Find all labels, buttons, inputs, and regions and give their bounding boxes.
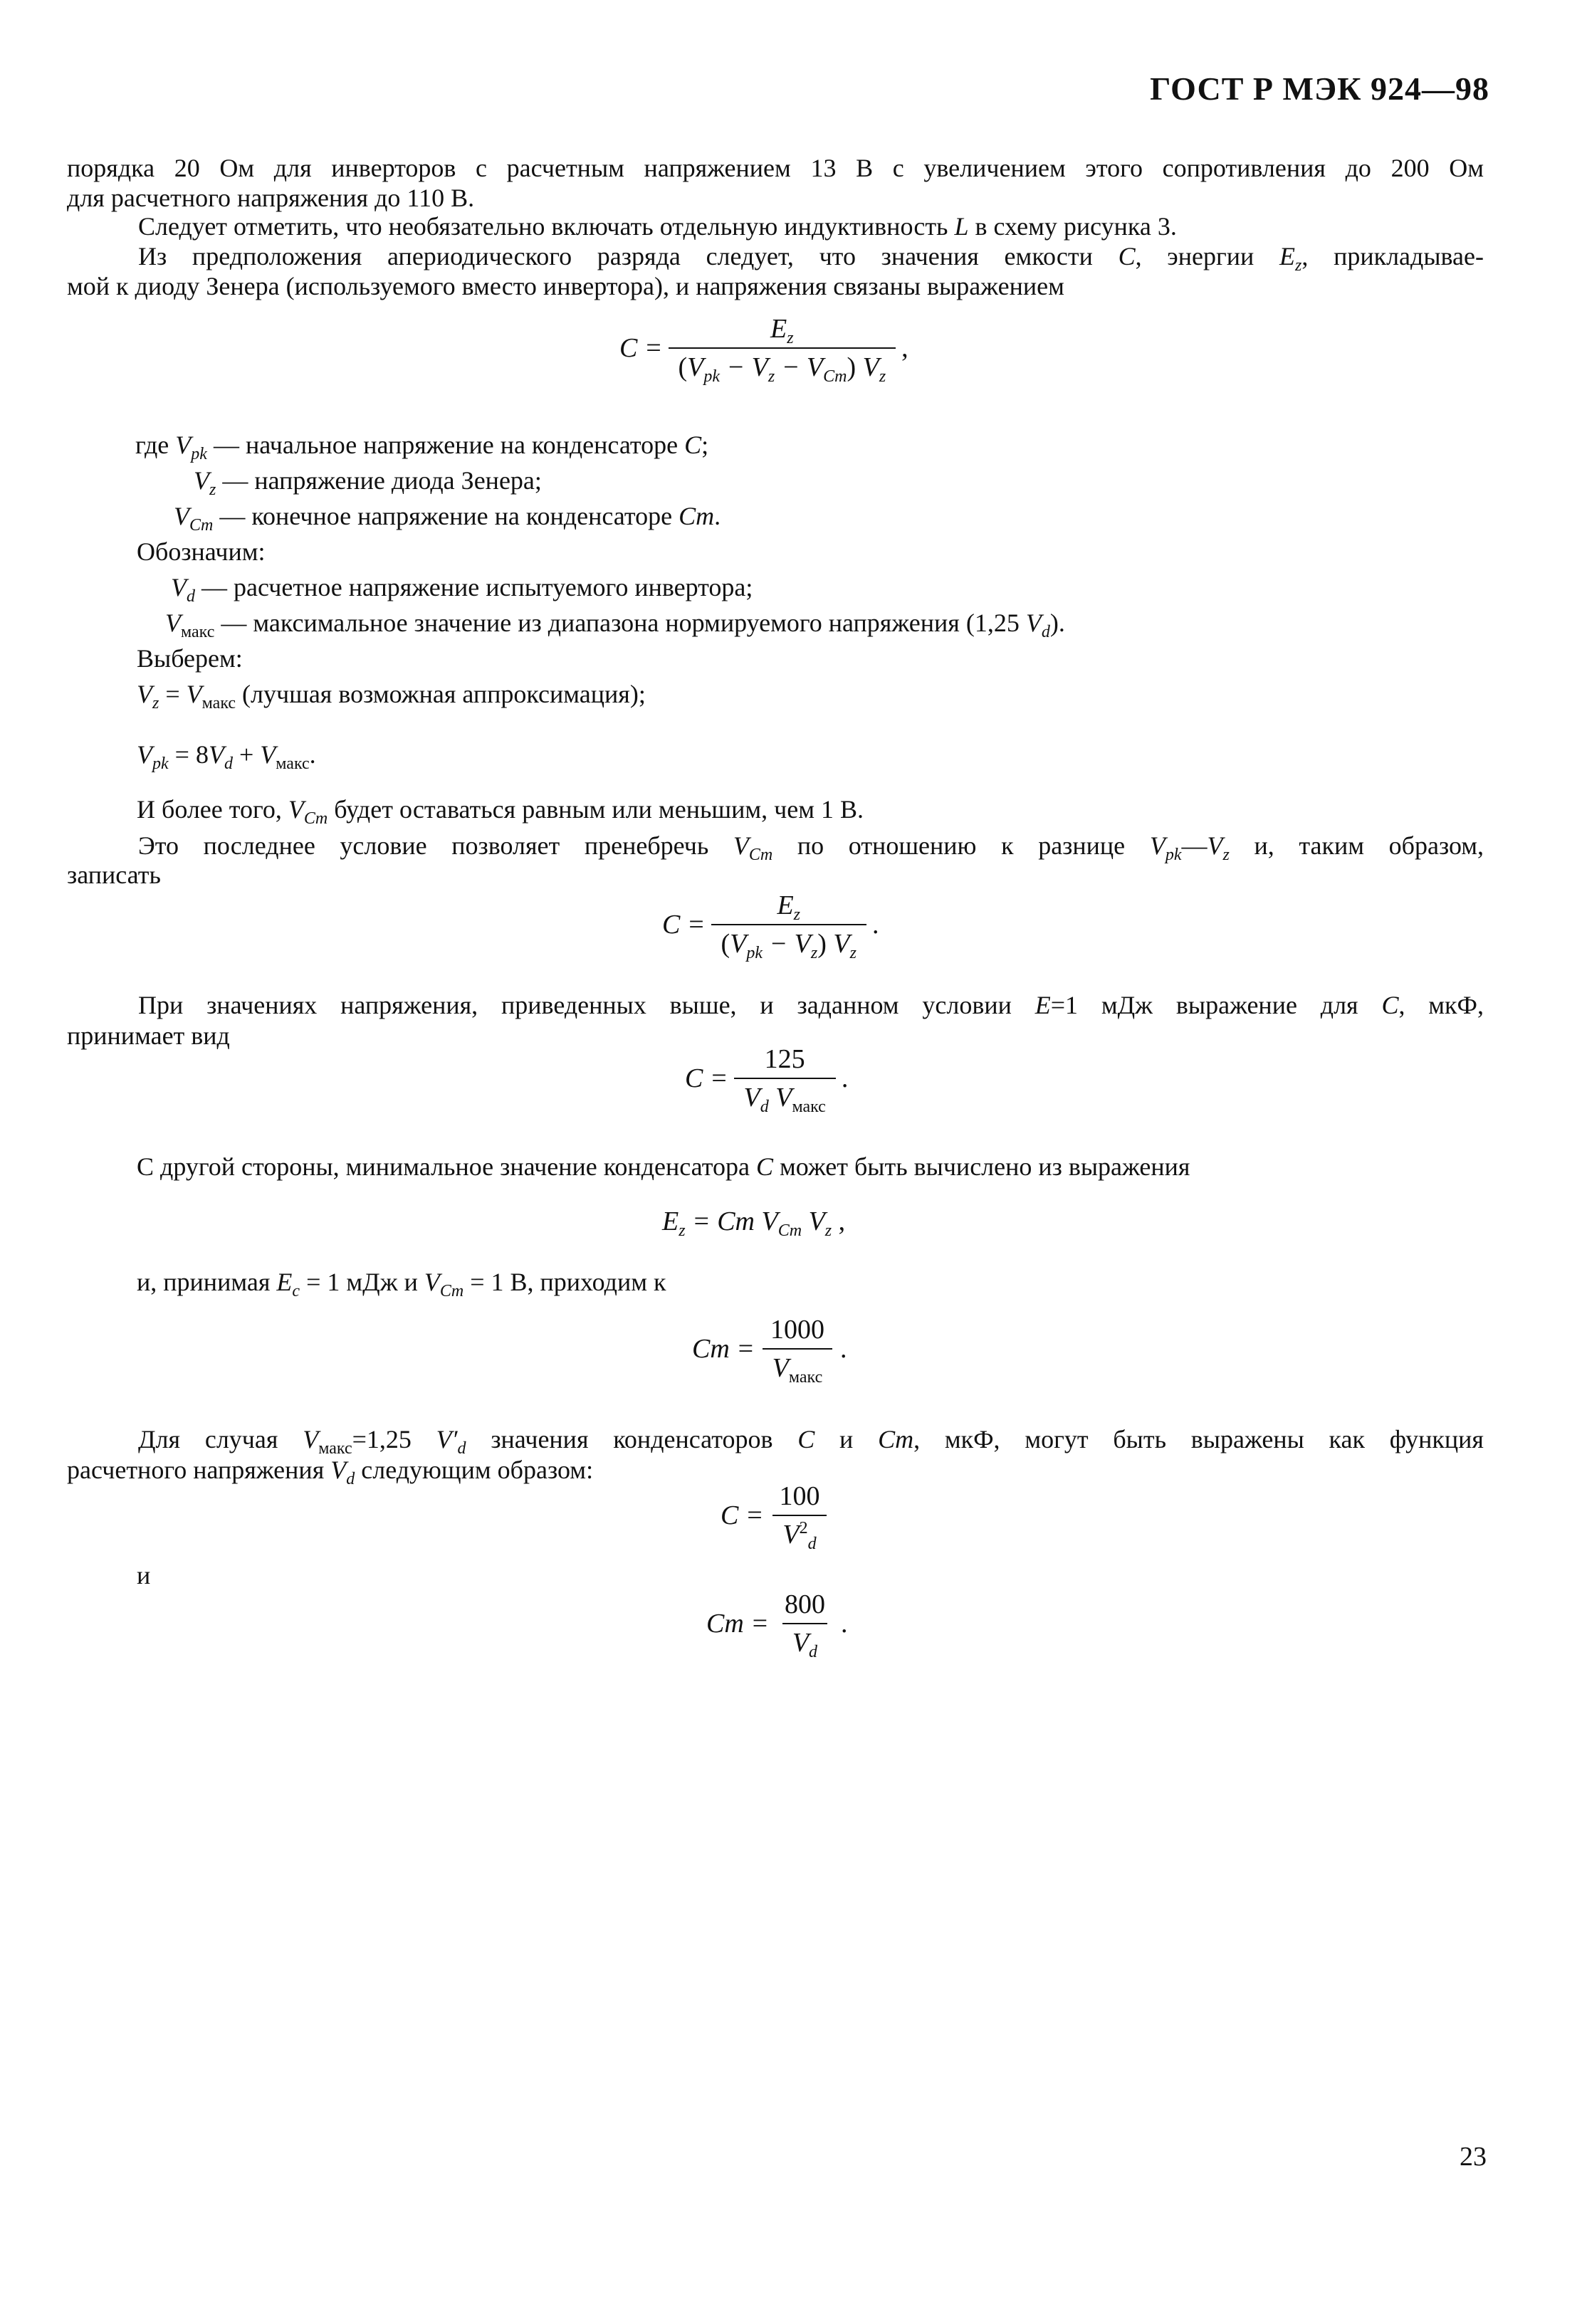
and-label: и — [137, 1561, 151, 1589]
definition-2: $V_z$ — напряжение диода Зенера; — [194, 466, 542, 499]
definition-1: где $V_{pk}$ — начальное напряжение на конденсаторе C; — [135, 431, 709, 463]
condition-line-end: записать — [67, 861, 161, 889]
case-line-end: расчетного напряжения $V_d$ следующим образом: — [67, 1456, 594, 1488]
paragraph-3-end: мой к диоду Зенера (используемого вместо инвертора), и напряжения связаны выражением — [67, 272, 1064, 300]
equation-5: Cm = $\frac{1000}{V_{макс}}$ . — [692, 1315, 847, 1387]
paragraph-2: Следует отметить, что необязательно включать отдельную индуктивность L в схему рисунка 3. — [138, 212, 1177, 241]
document-header: ГОСТ Р МЭК 924—98 — [1150, 70, 1489, 107]
equation-7: Cm = $\frac{800}{V_d}$ . — [706, 1589, 848, 1661]
page-number: 23 — [1460, 2142, 1487, 2172]
given-line: При значениях напряжения, приведенных выше, и заданном условии E=1 мДж выражение для C, мкФ, — [138, 991, 1484, 1019]
definition-3: $V_{Cm}$ — конечное напряжение на конденсаторе Cm. — [174, 502, 721, 535]
definition-5: $V_{макс}$ — максимальное значение из диапазона нормируемого напряжения (1,25 $V_d$). — [165, 609, 1065, 641]
taking-line: и, принимая $E_c = 1$ мДж и $V_{Cm} = 1$ В, приходим к — [137, 1268, 666, 1300]
equation-4: $E_z = Cm$ $V_{Cm}$ $V_z$ , — [662, 1206, 846, 1240]
choice-2: $V_{pk} = 8V_d + V_{макс}$. — [137, 740, 316, 773]
equation-2: C = $\frac{E_z}{(V_{pk} - V_z) V_z}$ . — [662, 890, 879, 962]
other-side-line: С другой стороны, минимальное значение конденсатора C может быть вычислено из выражения — [137, 1152, 1190, 1181]
case-line: Для случая $V_{макс}=1,25$ $V'_d$ значения конденсаторов C и Cm, мкФ, могут быть выражены как функция — [138, 1425, 1484, 1458]
moreover-line: И более того, $V_{Cm}$ будет оставаться равным или меньшим, чем 1 В. — [137, 795, 864, 828]
definition-4: $V_d$ — расчетное напряжение испытуемого инвертора; — [171, 573, 753, 606]
equation-3: C = $\frac{125}{V_d V_{макс}}$ . — [685, 1044, 849, 1116]
choose-label: Выберем: — [137, 644, 243, 673]
paragraph-1: порядка 20 Ом для инверторов с расчетным напряжением 13 В с увеличением этого сопротивления до 200 Ом — [67, 154, 1484, 182]
paragraph-1-end: для расчетного напряжения до 110 В. — [67, 184, 475, 212]
designate-label: Обозначим: — [137, 537, 266, 566]
given-line-end: принимает вид — [67, 1021, 230, 1050]
condition-line: Это последнее условие позволяет пренебречь $V_{Cm}$ по отношению к разнице $V_{pk}—V_z$ и, таким образом, — [138, 831, 1484, 864]
equation-6: C = $\frac{100}{V^2_d}$ — [721, 1481, 836, 1550]
paragraph-3: Из предположения апериодического разряда следует, что значения емкости C, энергии $E_z$, прикладывае- — [138, 242, 1484, 275]
equation-1: C = $\frac{E_z}{(V_{pk} - V_z - V_{Cm}) V_z}$ , — [619, 314, 908, 386]
choice-1: $V_z = V_{макс}$ (лучшая возможная аппроксимация); — [137, 680, 646, 713]
